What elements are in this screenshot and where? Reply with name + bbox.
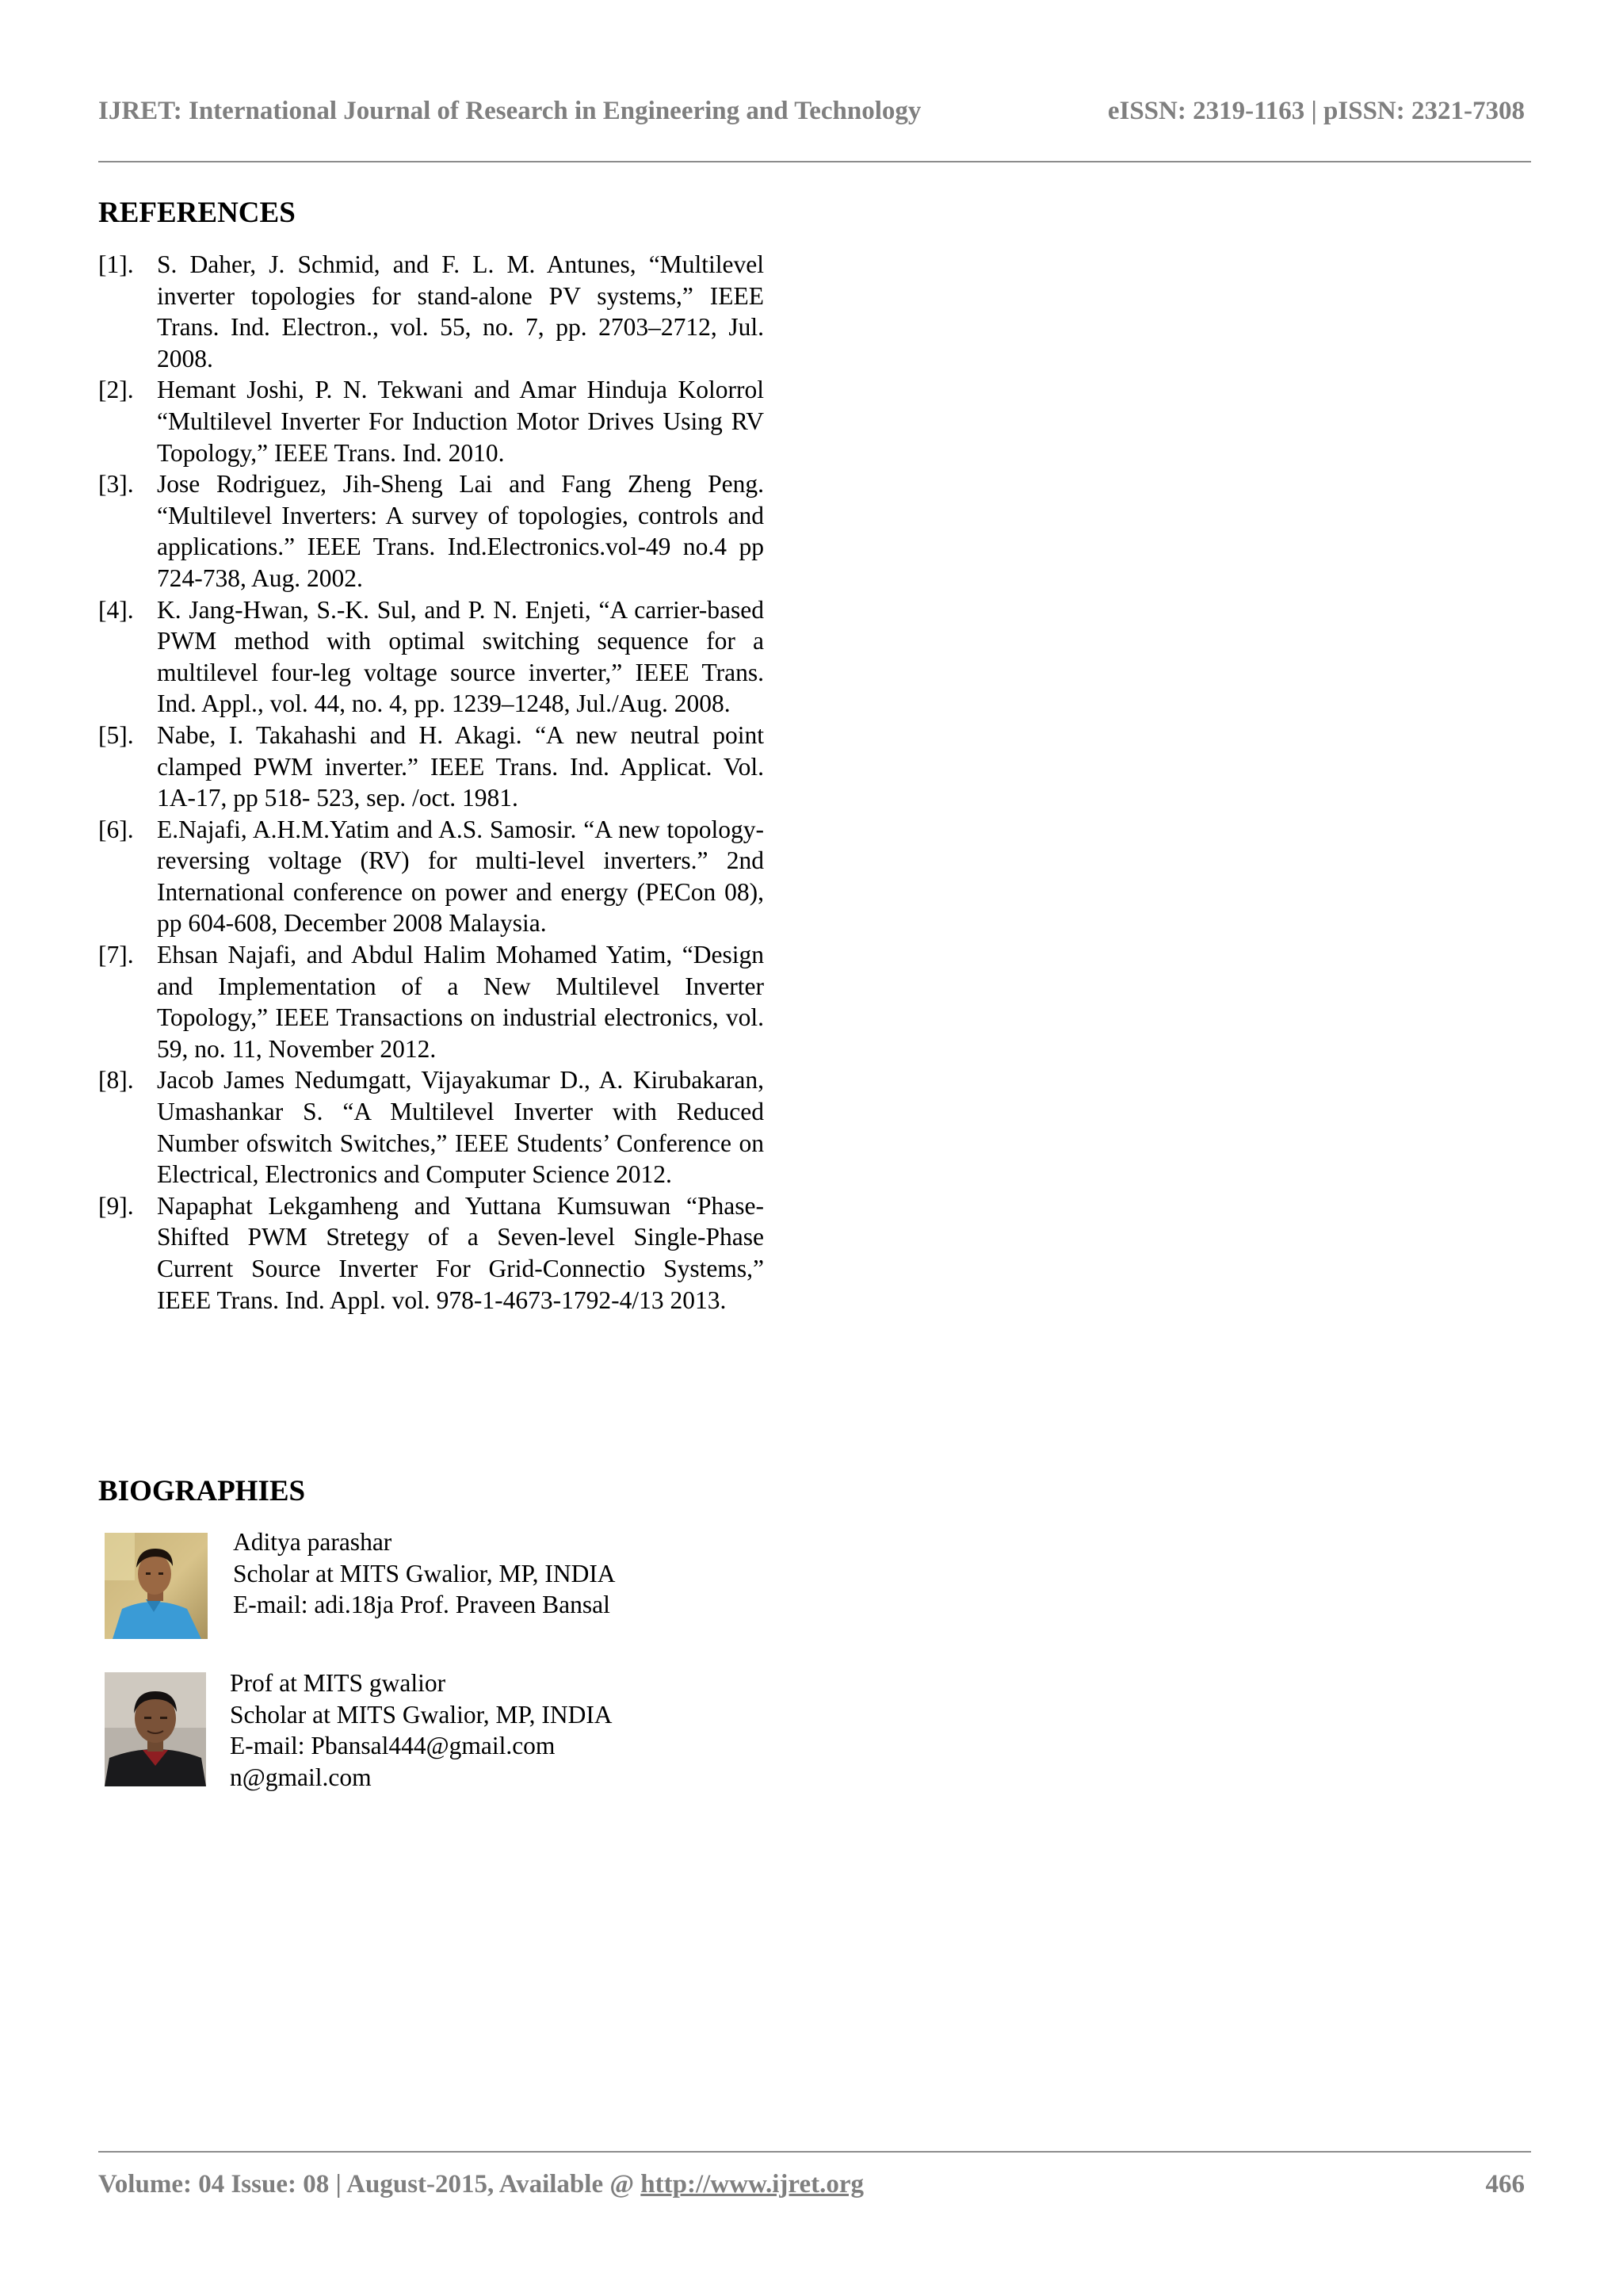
header-divider (98, 161, 1531, 162)
reference-text: Napaphat Lekgamheng and Yuttana Kumsuwan “Phase-Shifted PWM Stretegy of a Seven-level Single-Phase Current Source Inverter For Grid-Connectio Systems,” IEEE Trans. Ind. Appl. vol. 978-1-4673-1792-4/13 2013. (157, 1191, 764, 1314)
biography-entry (105, 1526, 818, 1637)
biography-line: Scholar at MITS Gwalior, MP, INDIA (230, 1700, 613, 1729)
reference-number: [5]. (98, 720, 134, 749)
reference-number: [4]. (98, 595, 134, 624)
reference-number: [7]. (98, 941, 134, 969)
reference-text: Hemant Joshi, P. N. Tekwani and Amar Hinduja Kolorrol “Multilevel Inverter For Induction Motor Drives Using RV Topology,” IEEE Trans. Ind. 2010. (157, 376, 764, 467)
reference-text: E.Najafi, A.H.M.Yatim and A.S. Samosir. “A new topology-reversing voltage (RV) for multi-level inverters.” 2nd International conference on power and energy (PECon 08), pp 604-608, December 2008 Malaysia. (157, 815, 764, 938)
reference-item (98, 374, 764, 468)
reference-item (98, 814, 764, 939)
biography-line: E-mail: adi.18ja Prof. Praveen Bansal (233, 1591, 610, 1619)
page-number: 466 (1485, 2170, 1525, 2199)
biography-entry (105, 1668, 818, 1802)
biography-line: Scholar at MITS Gwalior, MP, INDIA (233, 1559, 616, 1587)
reference-text: Jacob James Nedumgatt, Vijayakumar D., A. Kirubakaran, Umashankar S. “A Multilevel Inverter with Reduced Number ofswitch Switches,” IEEE Students’ Conference on Electrical, Electronics and Computer Science 2012. (157, 1066, 764, 1189)
reference-item (98, 594, 764, 720)
reference-number: [2]. (98, 376, 134, 404)
author-photo (105, 1672, 206, 1786)
journal-title: IJRET: International Journal of Research in Engineering and Technology (98, 97, 922, 125)
footer-volume-text: Volume: 04 Issue: 08 | August-2015, Available @ (98, 2170, 641, 2199)
author-photo (105, 1533, 208, 1639)
reference-item (98, 939, 764, 1064)
references-heading: REFERENCES (98, 197, 296, 229)
biography-text (230, 1668, 613, 1793)
reference-list (98, 249, 764, 1316)
reference-number: [6]. (98, 815, 134, 843)
reference-item (98, 1064, 764, 1190)
footer-divider (98, 2151, 1531, 2153)
footer-info (98, 2170, 864, 2199)
biography-line: E-mail: Pbansal444@gmail.com (230, 1732, 556, 1760)
reference-text: K. Jang-Hwan, S.-K. Sul, and P. N. Enjeti, “A carrier-based PWM method with optimal switching sequence for a multilevel four-leg voltage source inverter,” IEEE Trans. Ind. Appl., vol. 44, no. 4, pp. 1239–1248, Jul./Aug. 2008. (157, 595, 764, 718)
reference-text: Nabe, I. Takahashi and H. Akagi. “A new neutral point clamped PWM inverter.” IEEE Trans. Ind. Applicat. Vol. 1A-17, pp 518- 523, sep. /oct. 1981. (157, 720, 764, 812)
reference-item (98, 249, 764, 374)
page-header (98, 97, 1525, 136)
biography-line: Prof at MITS gwalior (230, 1669, 446, 1697)
reference-item (98, 720, 764, 814)
biography-text (233, 1526, 616, 1621)
biography-line: n@gmail.com (230, 1763, 372, 1791)
issn-label: eISSN: 2319-1163 | pISSN: 2321-7308 (1107, 97, 1525, 125)
reference-item (98, 1190, 764, 1316)
page-footer (98, 2170, 1525, 2210)
reference-number: [8]. (98, 1066, 134, 1095)
reference-text: Ehsan Najafi, and Abdul Halim Mohamed Yatim, “Design and Implementation of a New Multilevel Inverter Topology,” IEEE Transactions on industrial electronics, vol. 59, no. 11, November 2012. (157, 941, 764, 1063)
reference-number: [3]. (98, 470, 134, 499)
biography-line: Aditya parashar (233, 1528, 392, 1556)
reference-number: [1]. (98, 250, 134, 278)
biographies-heading: BIOGRAPHIES (98, 1475, 306, 1507)
reference-item (98, 468, 764, 594)
reference-text: Jose Rodriguez, Jih-Sheng Lai and Fang Zheng Peng. “Multilevel Inverters: A survey of topologies, controls and applications.” IEEE Trans. Ind.Electronics.vol-49 no.4 pp 724-738, Aug. 2002. (157, 470, 764, 592)
journal-website-link[interactable]: http://www.ijret.org (640, 2170, 864, 2199)
reference-number: [9]. (98, 1191, 134, 1220)
reference-text: S. Daher, J. Schmid, and F. L. M. Antunes, “Multilevel inverter topologies for stand-alone PV systems,” IEEE Trans. Ind. Electron., vol. 55, no. 7, pp. 2703–2712, Jul. 2008. (157, 250, 764, 372)
